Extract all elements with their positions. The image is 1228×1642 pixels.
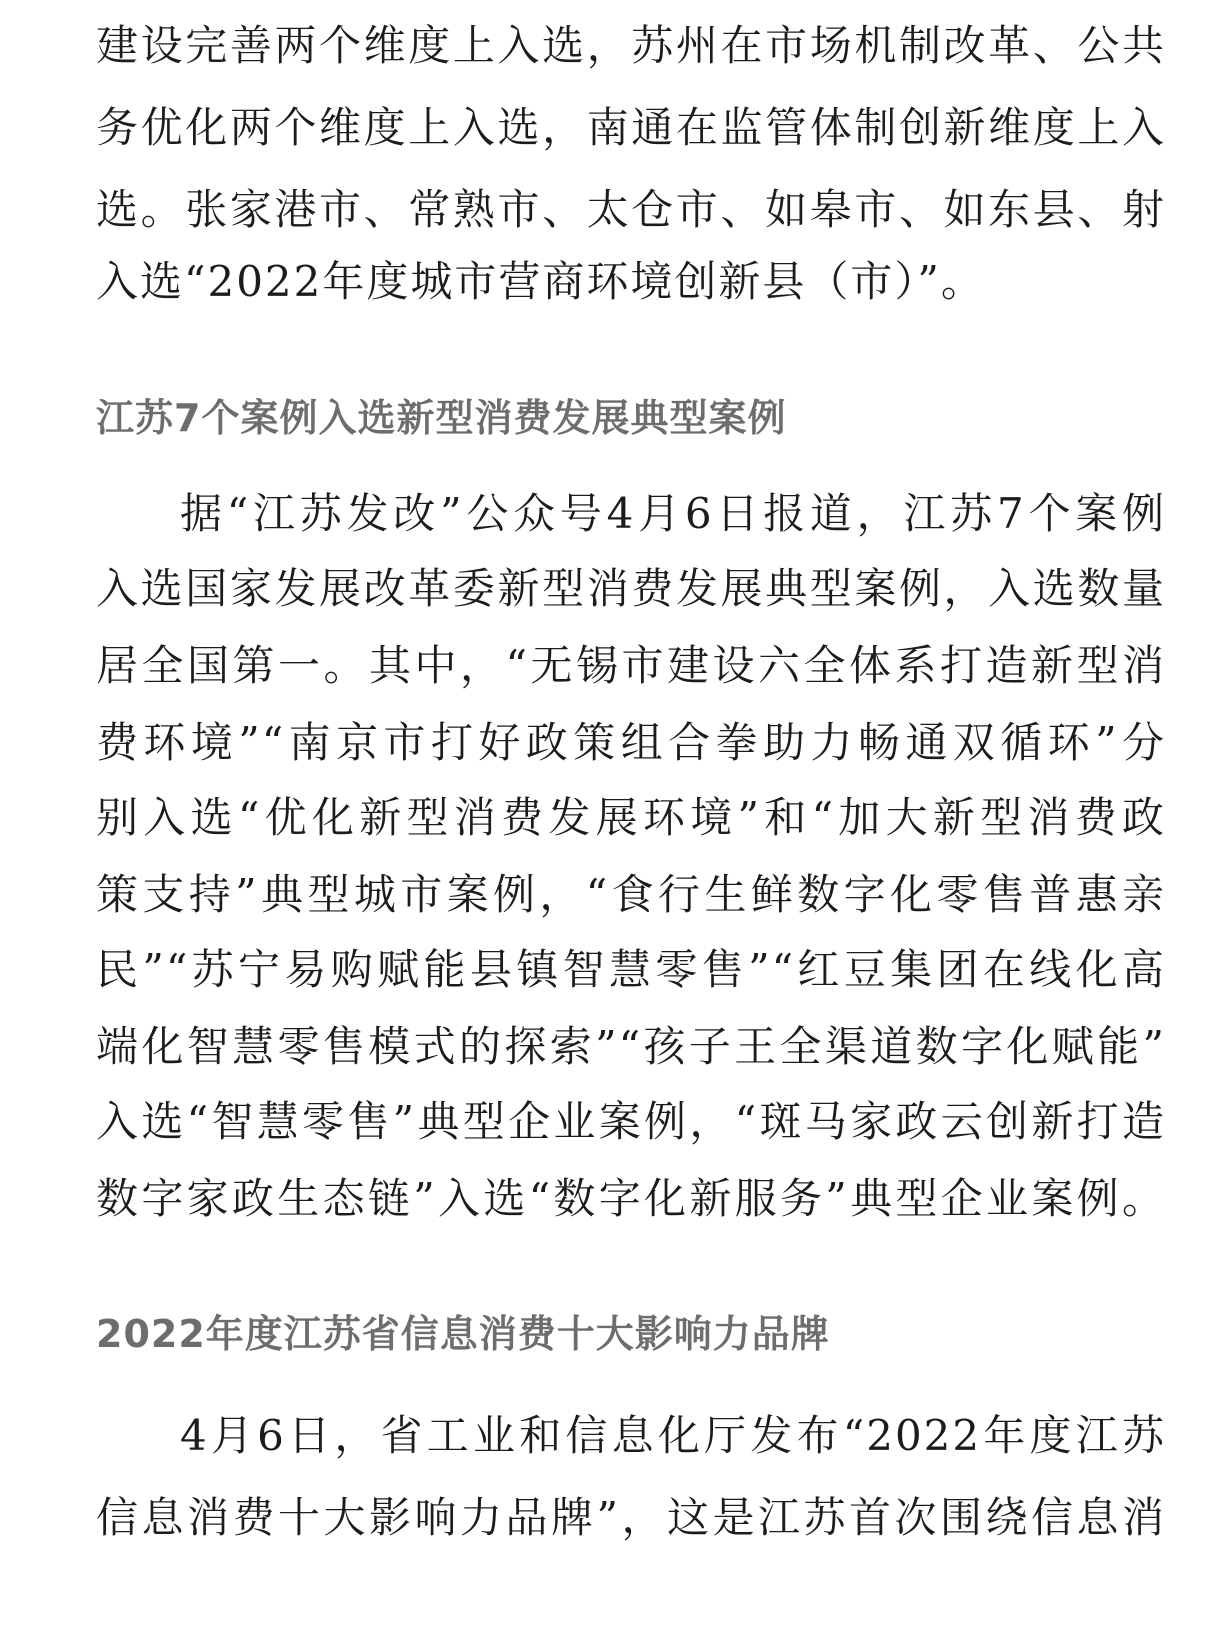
- paragraph-line: 策支持”典型城市案例，“食行生鲜数字化零售普惠亲: [96, 870, 1166, 919]
- paragraph-line: 建设完善两个维度上入选，苏州在市场机制改革、公共: [96, 21, 1166, 70]
- paragraph-line: 入选国家发展改革委新型消费发展典型案例，入选数量: [96, 564, 1166, 613]
- paragraph-line: 居全国第一。其中，“无锡市建设六全体系打造新型消: [96, 641, 1166, 690]
- paragraph-line: 入选“智慧零售”典型企业案例，“斑马家政云创新打造: [96, 1097, 1166, 1146]
- section-heading: 2022年度江苏省信息消费十大影响力品牌: [96, 1312, 830, 1356]
- paragraph-line: 端化智慧零售模式的探索”“孩子王全渠道数字化赋能”: [96, 1022, 1166, 1071]
- paragraph-line: 民”“苏宁易购赋能县镇智慧零售”“红豆集团在线化高: [96, 945, 1166, 994]
- paragraph-line: 入选“2022年度城市营商环境创新县（市）”。: [96, 257, 985, 306]
- section-heading: 江苏7个案例入选新型消费发展典型案例: [96, 396, 787, 440]
- paragraph-line: 4月6日，省工业和信息化厅发布“2022年度江苏: [180, 1411, 1166, 1460]
- paragraph-line: 信息消费十大影响力品牌”，这是江苏首次围绕信息消: [96, 1493, 1166, 1542]
- paragraph-line: 据“江苏发改”公众号4月6日报道，江苏7个案例: [180, 489, 1166, 538]
- paragraph-line: 务优化两个维度上入选，南通在监管体制创新维度上入: [96, 103, 1166, 152]
- paragraph-line: 费环境”“南京市打好政策组合拳助力畅通双循环”分: [96, 718, 1166, 767]
- paragraph-line: 数字家政生态链”入选“数字化新服务”典型企业案例。: [96, 1174, 1166, 1223]
- paragraph-line: 别入选“优化新型消费发展环境”和“加大新型消费政: [96, 793, 1166, 842]
- paragraph-line: 选。张家港市、常熟市、太仓市、如皋市、如东县、射: [96, 185, 1166, 234]
